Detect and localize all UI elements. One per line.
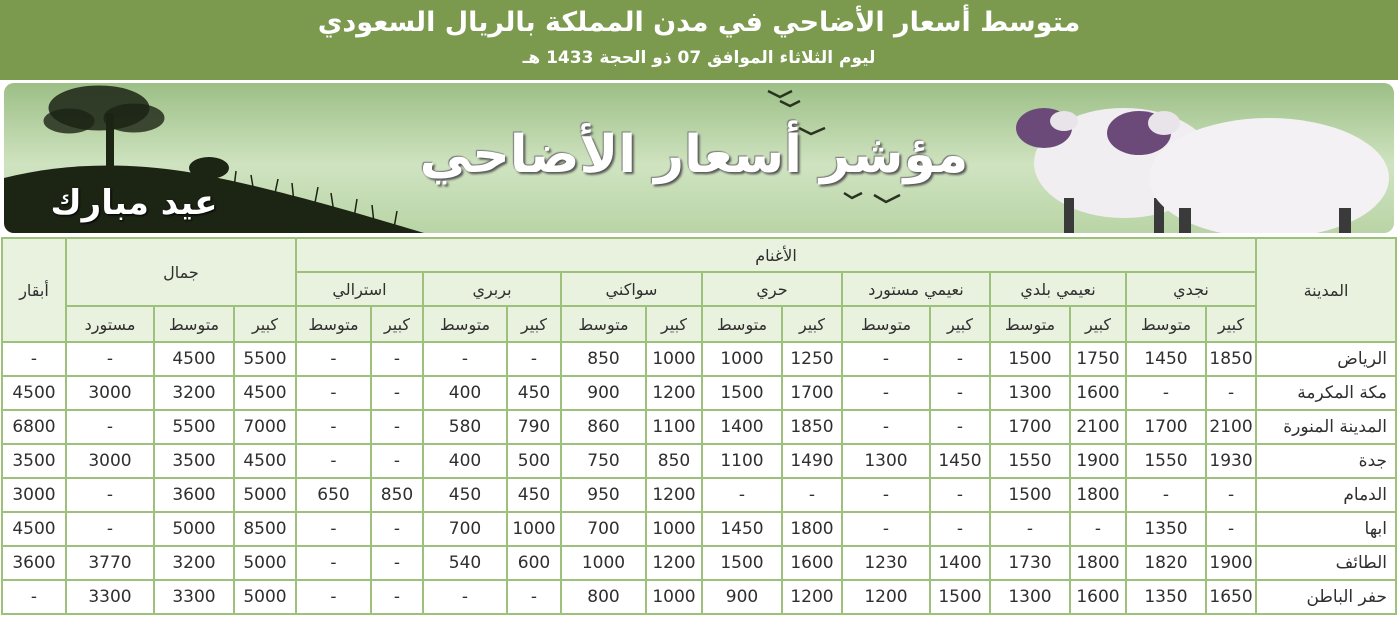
price-cell: 1500	[990, 342, 1070, 376]
price-cell: -	[1206, 376, 1256, 410]
price-cell: 800	[561, 580, 646, 614]
price-cell: 1500	[990, 478, 1070, 512]
price-cell: 1200	[842, 580, 930, 614]
price-cell: -	[2, 580, 66, 614]
cows-header: أبقار	[2, 238, 66, 342]
price-cell: 5500	[154, 410, 234, 444]
price-cell: 1100	[646, 410, 702, 444]
price-cell: 450	[507, 376, 561, 410]
table-row	[2, 444, 1396, 478]
price-cell: 3300	[154, 580, 234, 614]
table-row	[2, 410, 1396, 444]
price-cell: 1500	[930, 580, 990, 614]
price-cell: -	[371, 580, 423, 614]
price-cell: 950	[561, 478, 646, 512]
size-header: كبير	[234, 306, 296, 342]
price-cell: -	[371, 546, 423, 580]
price-cell: 650	[296, 478, 371, 512]
price-cell: 700	[561, 512, 646, 546]
price-cell: 8500	[234, 512, 296, 546]
price-cell: 400	[423, 376, 507, 410]
price-cell: 1450	[930, 444, 990, 478]
price-cell: -	[930, 376, 990, 410]
price-cell: -	[371, 512, 423, 546]
price-cell: -	[930, 512, 990, 546]
price-cell: 1800	[1070, 478, 1126, 512]
price-cell: 1600	[782, 546, 842, 580]
breed-header: حري	[702, 272, 842, 306]
price-cell: 5000	[154, 512, 234, 546]
price-cell: 1800	[782, 512, 842, 546]
price-cell: 600	[507, 546, 561, 580]
price-cell: 1850	[782, 410, 842, 444]
price-cell: 1550	[990, 444, 1070, 478]
price-cell: -	[296, 512, 371, 546]
price-cell: -	[371, 376, 423, 410]
price-cell: -	[990, 512, 1070, 546]
table-row	[2, 512, 1396, 546]
breed-header: استرالي	[296, 272, 423, 306]
price-cell: -	[66, 410, 154, 444]
city-cell: جدة	[1256, 444, 1396, 478]
price-cell: 3300	[66, 580, 154, 614]
price-cell: 6800	[2, 410, 66, 444]
price-cell: 4500	[2, 376, 66, 410]
price-cell: 1600	[1070, 376, 1126, 410]
price-cell: 850	[646, 444, 702, 478]
price-cell: 5000	[234, 478, 296, 512]
price-cell: -	[371, 342, 423, 376]
price-cell: 1550	[1126, 444, 1206, 478]
price-cell: 1900	[1070, 444, 1126, 478]
table-body	[2, 342, 1396, 614]
price-cell: 1450	[702, 512, 782, 546]
price-cell: -	[296, 444, 371, 478]
price-cell: -	[930, 342, 990, 376]
price-cell: 1930	[1206, 444, 1256, 478]
price-cell: -	[371, 444, 423, 478]
price-cell: -	[296, 376, 371, 410]
price-cell: 1200	[782, 580, 842, 614]
price-cell: 1350	[1126, 580, 1206, 614]
page-subtitle: ليوم الثلاثاء الموافق 07 ذو الحجة 1433 هـ	[522, 48, 876, 68]
price-cell: 1700	[782, 376, 842, 410]
eid-greeting: عيد مبارك	[50, 183, 218, 223]
price-cell: -	[842, 342, 930, 376]
price-cell: 1600	[1070, 580, 1126, 614]
price-cell: 3600	[154, 478, 234, 512]
table-row	[2, 342, 1396, 376]
price-cell: 700	[423, 512, 507, 546]
size-header: متوسط	[296, 306, 371, 342]
price-cell: 1650	[1206, 580, 1256, 614]
price-cell: 750	[561, 444, 646, 478]
sheep-header: الأغنام	[296, 238, 1256, 272]
price-cell: -	[507, 342, 561, 376]
price-cell: 1200	[646, 478, 702, 512]
price-cell: 400	[423, 444, 507, 478]
size-header: متوسط	[561, 306, 646, 342]
price-cell: 790	[507, 410, 561, 444]
price-cell: -	[1070, 512, 1126, 546]
price-cell: 1300	[842, 444, 930, 478]
price-cell: 580	[423, 410, 507, 444]
price-cell: 450	[423, 478, 507, 512]
city-cell: الدمام	[1256, 478, 1396, 512]
price-cell: 3600	[2, 546, 66, 580]
city-cell: الطائف	[1256, 546, 1396, 580]
price-cell: 1730	[990, 546, 1070, 580]
price-cell: -	[702, 478, 782, 512]
price-cell: 3770	[66, 546, 154, 580]
price-cell: 1450	[1126, 342, 1206, 376]
price-cell: 1850	[1206, 342, 1256, 376]
table-row	[2, 580, 1396, 614]
price-cell: -	[66, 342, 154, 376]
size-header: كبير	[930, 306, 990, 342]
size-header: كبير	[507, 306, 561, 342]
prices-table	[1, 237, 1397, 615]
breed-header: نعيمي مستورد	[842, 272, 990, 306]
size-header: كبير	[646, 306, 702, 342]
price-cell: 1100	[702, 444, 782, 478]
price-cell: 1000	[561, 546, 646, 580]
price-cell: 860	[561, 410, 646, 444]
city-cell: حفر الباطن	[1256, 580, 1396, 614]
price-cell: 3000	[66, 444, 154, 478]
table-row	[2, 478, 1396, 512]
table-row	[2, 376, 1396, 410]
price-cell: 540	[423, 546, 507, 580]
price-cell: 1700	[1126, 410, 1206, 444]
city-cell: المدينة المنورة	[1256, 410, 1396, 444]
price-cell: 900	[702, 580, 782, 614]
price-cell: 4500	[234, 376, 296, 410]
price-cell: 1250	[782, 342, 842, 376]
price-cell: 1400	[702, 410, 782, 444]
price-cell: -	[2, 342, 66, 376]
price-cell: -	[1126, 376, 1206, 410]
price-cell: -	[1206, 478, 1256, 512]
breed-header: بربري	[423, 272, 561, 306]
price-cell: 4500	[234, 444, 296, 478]
price-cell: 1700	[990, 410, 1070, 444]
price-cell: -	[296, 410, 371, 444]
price-cell: 4500	[2, 512, 66, 546]
price-cell: -	[842, 410, 930, 444]
price-cell: -	[66, 478, 154, 512]
breed-header: سواكني	[561, 272, 702, 306]
price-cell: -	[930, 478, 990, 512]
price-cell: 1820	[1126, 546, 1206, 580]
size-header: متوسط	[990, 306, 1070, 342]
price-cell: 1000	[646, 512, 702, 546]
price-cell: 3200	[154, 546, 234, 580]
price-cell: 850	[371, 478, 423, 512]
price-cell: 1230	[842, 546, 930, 580]
price-cell: 3000	[2, 478, 66, 512]
price-cell: -	[371, 410, 423, 444]
price-cell: -	[423, 342, 507, 376]
size-header: كبير	[1206, 306, 1256, 342]
city-header: المدينة	[1256, 238, 1396, 342]
price-cell: 3500	[2, 444, 66, 478]
price-cell: 3500	[154, 444, 234, 478]
price-cell: 1900	[1206, 546, 1256, 580]
size-header: متوسط	[423, 306, 507, 342]
price-cell: -	[66, 512, 154, 546]
price-cell: 3200	[154, 376, 234, 410]
banner	[4, 83, 1394, 233]
price-cell: 1400	[930, 546, 990, 580]
price-cell: 850	[561, 342, 646, 376]
price-cell: 450	[507, 478, 561, 512]
price-cell: 1000	[646, 342, 702, 376]
price-cell: 1500	[702, 376, 782, 410]
breed-header: نجدي	[1126, 272, 1256, 306]
price-cell: 1490	[782, 444, 842, 478]
price-cell: 1350	[1126, 512, 1206, 546]
price-cell: 1800	[1070, 546, 1126, 580]
price-cell: -	[782, 478, 842, 512]
price-cell: -	[423, 580, 507, 614]
figure-shape	[189, 157, 229, 179]
price-cell: 1750	[1070, 342, 1126, 376]
price-cell: -	[1206, 512, 1256, 546]
price-cell: -	[296, 546, 371, 580]
price-cell: 1200	[646, 376, 702, 410]
price-cell: -	[842, 478, 930, 512]
price-cell: 7000	[234, 410, 296, 444]
price-cell: 1000	[702, 342, 782, 376]
size-header: متوسط	[154, 306, 234, 342]
price-cell: 5500	[234, 342, 296, 376]
city-cell: ابها	[1256, 512, 1396, 546]
size-header: كبير	[371, 306, 423, 342]
price-cell: 1300	[990, 580, 1070, 614]
title-bar	[0, 0, 1398, 80]
size-header: كبير	[1070, 306, 1126, 342]
price-cell: -	[296, 580, 371, 614]
city-cell: مكة المكرمة	[1256, 376, 1396, 410]
city-cell: الرياض	[1256, 342, 1396, 376]
price-cell: 1300	[990, 376, 1070, 410]
price-cell: 500	[507, 444, 561, 478]
price-cell: -	[296, 342, 371, 376]
size-header: متوسط	[702, 306, 782, 342]
size-header: كبير	[782, 306, 842, 342]
page-title: متوسط أسعار الأضاحي في مدن المملكة بالريال السعودي	[317, 7, 1081, 38]
price-cell: 5000	[234, 580, 296, 614]
price-cell: 2100	[1206, 410, 1256, 444]
price-cell: -	[842, 376, 930, 410]
size-header: متوسط	[1126, 306, 1206, 342]
price-cell: -	[1126, 478, 1206, 512]
size-header: متوسط	[842, 306, 930, 342]
price-cell: 2100	[1070, 410, 1126, 444]
camels-header: جمال	[66, 238, 296, 306]
price-cell: 3000	[66, 376, 154, 410]
size-header: مستورد	[66, 306, 154, 342]
table-row	[2, 546, 1396, 580]
price-cell: -	[507, 580, 561, 614]
price-cell: -	[930, 410, 990, 444]
price-cell: 1000	[507, 512, 561, 546]
banner-title: مؤشر أسعار الأضاحي	[419, 125, 969, 185]
price-cell: -	[842, 512, 930, 546]
price-cell: 4500	[154, 342, 234, 376]
price-cell: 1000	[646, 580, 702, 614]
price-cell: 1200	[646, 546, 702, 580]
price-cell: 1500	[702, 546, 782, 580]
price-cell: 900	[561, 376, 646, 410]
breed-header: نعيمي بلدي	[990, 272, 1126, 306]
price-cell: 5000	[234, 546, 296, 580]
